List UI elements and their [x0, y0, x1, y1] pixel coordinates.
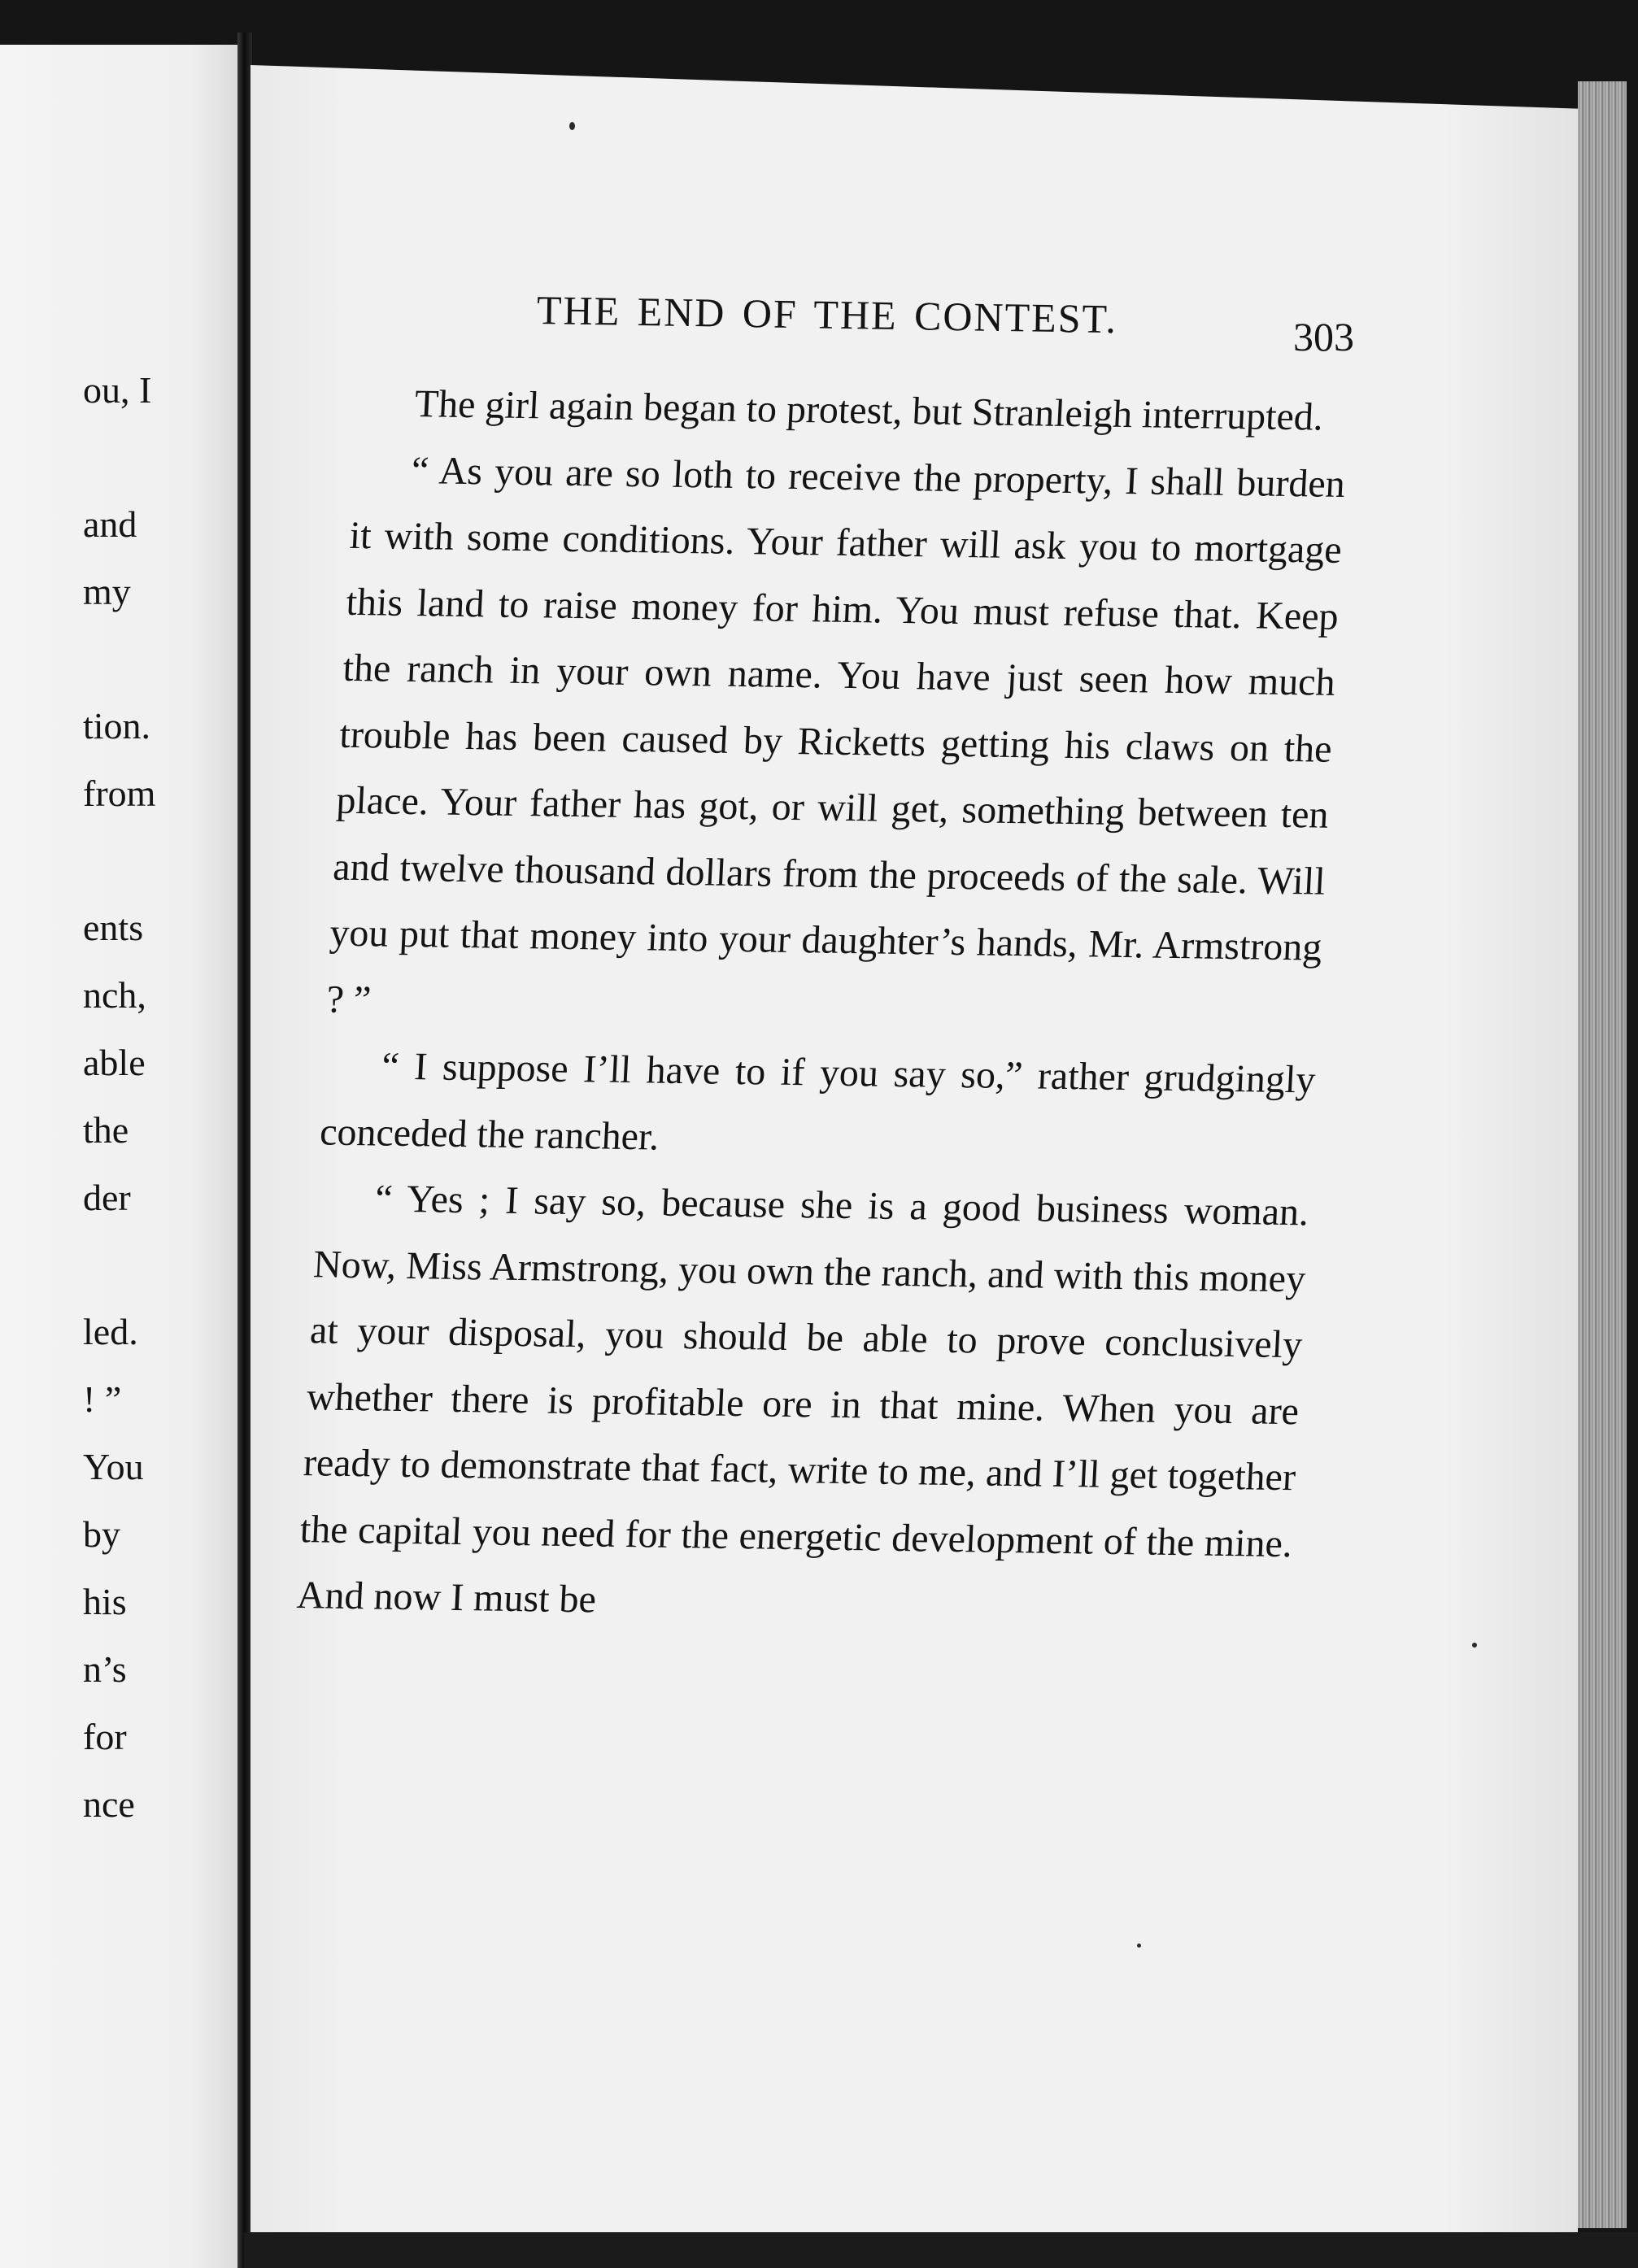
left-text-fragment: nch,	[83, 974, 146, 1016]
paragraph: “ I suppose I’ll have to if you say so,” rather grudgingly conceded the rancher.	[319, 1044, 1317, 1159]
left-text-fragment: tion.	[83, 705, 151, 747]
left-text-fragment: able	[83, 1042, 146, 1083]
left-text-fragment: my	[83, 571, 131, 612]
body-text	[295, 370, 1350, 1643]
left-text-fragment: n’s	[83, 1648, 127, 1690]
ink-speck	[569, 122, 575, 130]
paragraph: “ As you are so loth to receive the property, I shall burden it with some conditions. Your father will ask you to mortgage this land to raise money for him. You must refuse that. Keep the ranch in your own name. You have just seen how much trouble has been caused by Ricketts getting his claws on the place. Your father has got, or will get, something between ten and twelve thousand dollars from the proceeds of the sale. Will you put that money into your daughter’s hands, Mr. Armstrong ? ”	[325, 448, 1347, 1021]
ink-speck	[1137, 1944, 1141, 1948]
bottom-shadow	[244, 2232, 1638, 2268]
left-text-fragment: and	[83, 503, 137, 545]
left-text-fragment: his	[83, 1581, 127, 1622]
left-text-fragment: ents	[83, 907, 144, 948]
left-text-fragment: der	[83, 1177, 131, 1218]
left-text-fragment: by	[83, 1513, 120, 1555]
left-text-fragment: ou, I	[83, 369, 152, 411]
left-text-fragment: the	[83, 1109, 129, 1151]
left-text-fragment: You	[83, 1446, 144, 1487]
ink-speck	[1472, 1643, 1477, 1648]
page-block-edge	[1578, 81, 1627, 2228]
book-gutter	[237, 33, 252, 2268]
running-head: THE END OF THE CONTEST.	[536, 287, 1118, 342]
page-number: 303	[1293, 314, 1354, 359]
paragraph: The girl again began to protest, but Stranleigh interrupted.	[413, 382, 1325, 439]
left-text-fragment: ! ”	[83, 1378, 122, 1420]
left-text-fragment: nce	[83, 1783, 135, 1825]
left-page-fragment	[0, 45, 237, 2268]
left-text-fragment: led.	[83, 1311, 138, 1352]
left-text-fragment: for	[83, 1716, 127, 1757]
paragraph: “ Yes ; I say so, because she is a good business woman. Now, Miss Armstrong, you own the ranch, and with this money at your disposal, you should be able to prove conclusively whether there is profitable ore in that mine. When you are ready to demonstrate that fact, write to me, and I’ll get together the capital you need for the energetic development of the mine. And now I must be	[295, 1177, 1310, 1622]
left-text-fragment: from	[83, 773, 156, 814]
